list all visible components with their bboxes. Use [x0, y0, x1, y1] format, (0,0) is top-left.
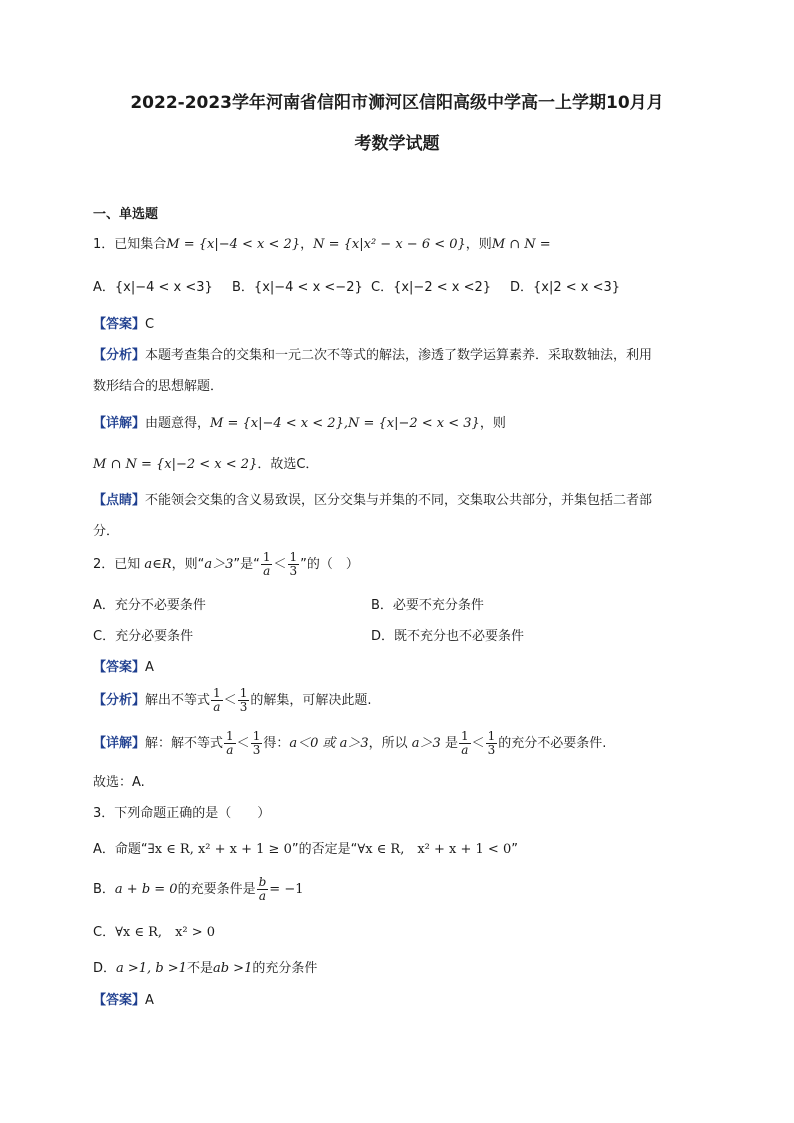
q3-a-prefix: A．命题“ — [93, 842, 148, 857]
doc-title-line1: 2022-2023学年河南省信阳市浉河区信阳高级中学高一上学期10月月 — [130, 93, 664, 113]
q2-analysis-frac-13 — [238, 687, 250, 714]
q2-frac-lt: ＜ — [273, 557, 287, 572]
q1-comma: ， — [300, 237, 314, 252]
q2-answer-value: A — [145, 660, 154, 675]
q2-detail — [93, 730, 606, 757]
q2-frac-1a-num: 1 — [262, 550, 271, 564]
q3-option-a — [93, 838, 518, 857]
q1-detail-line1 — [93, 412, 506, 431]
q1-detail-result: M ∩ N = {x|−2 < x < 2} — [93, 457, 258, 472]
q3-option-d — [93, 957, 317, 976]
q3-d-mid: 不是 — [186, 961, 213, 976]
q2-stem — [93, 551, 359, 578]
q3-b-mid: 的充要条件是 — [177, 882, 256, 897]
q2-detail-f: 是 — [440, 736, 458, 751]
q2-conclude: 故选：A. — [93, 775, 145, 790]
q1-detail-then: ，则 — [479, 416, 506, 431]
q1-set-n: N = {x|x² − x − 6 < 0} — [313, 237, 466, 252]
q2-stem-a: 2．已知 — [93, 557, 145, 572]
q1-analysis-line2: 数形结合的思想解题． — [93, 379, 224, 394]
q3-b-frac — [257, 876, 269, 903]
q2-detail-d: ，所以 — [368, 736, 412, 751]
q1-analysis-tag: 【分析】 — [93, 348, 146, 363]
q2-detail-frac-1a-b — [459, 730, 471, 757]
q2-stem-d: a＞3 — [204, 557, 234, 572]
q3-b-expr: a + b = 0 — [114, 882, 178, 897]
q2-detail-a: 解：解不等式 — [145, 736, 224, 751]
q3-b-frac-den: a — [258, 889, 267, 903]
q1-detail-sets: M = {x|−4 < x < 2},N = {x|−2 < x < 3} — [210, 416, 480, 431]
q1-analysis-text1: 本题考查集合的交集和一元二次不等式的解法，渗透了数学运算素养．采取数轴法，利用 — [145, 348, 653, 363]
q3-option-b — [93, 876, 304, 903]
q3-stem: 3．下列命题正确的是（ ） — [93, 806, 271, 821]
q3-a-expr2: ∀x ∈ R, x² + x + 1 < 0 — [357, 842, 512, 857]
q2-analysis-frac-13-num: 1 — [239, 686, 248, 700]
q2-detail-frac-13-num: 1 — [252, 729, 261, 743]
q3-d-expr2: ab >1 — [212, 961, 253, 976]
q3-option-c — [93, 921, 215, 940]
q3-answer-value: A — [145, 993, 154, 1008]
q2-answer-tag: 【答案】 — [93, 660, 146, 675]
q1-answer-value: C — [145, 317, 155, 332]
q1-detail-choice: ．故选C． — [257, 457, 319, 472]
q2-detail-frac-13-den: 3 — [252, 743, 261, 757]
q2-analysis-frac-1a-den: a — [213, 700, 221, 714]
q1-ask-expr: M ∩ N = — [491, 237, 551, 252]
section-heading: 一、单选题 — [93, 207, 159, 222]
q1-answer — [93, 313, 154, 332]
q2-frac-13-den: 3 — [289, 564, 298, 578]
q3-d-expr1: a >1, b >1 — [116, 961, 187, 976]
q2-analysis-lt: ＜ — [223, 693, 237, 708]
q2-detail-tag: 【详解】 — [93, 736, 146, 751]
q2-frac-13-num: 1 — [289, 550, 298, 564]
q1-analysis-line1 — [93, 344, 652, 363]
q2-stem-c: ，则“ — [171, 557, 205, 572]
q2-stem-f: ”的（ ） — [300, 557, 359, 572]
q2-option-d: D．既不充分也不必要条件 — [371, 629, 525, 644]
q1-set-m: M = {x|−4 < x < 2} — [166, 237, 301, 252]
q2-detail-frac-13-b — [486, 730, 498, 757]
q2-detail-frac-1a-den: a — [226, 743, 234, 757]
q2-option-b: B．必要不充分条件 — [371, 598, 484, 613]
q3-b-prefix: B． — [93, 882, 115, 897]
q1-answer-tag: 【答案】 — [93, 317, 146, 332]
q2-analysis-frac-1a-num: 1 — [213, 686, 221, 700]
q3-b-frac-num: b — [258, 875, 267, 889]
q2-detail-frac-13 — [251, 730, 263, 757]
q2-detail-lt-b: ＜ — [471, 736, 485, 751]
q2-analysis-b: 的解集，可解决此题. — [250, 693, 372, 708]
q1-detail-tag: 【详解】 — [93, 416, 146, 431]
q1-detail-text1: 由题意得， — [145, 416, 211, 431]
q2-option-c: C．充分必要条件 — [93, 629, 194, 644]
q3-a-mid: ”的否定是“ — [291, 842, 358, 857]
q1-tip-text1: 不能领会交集的含义易致误，区分交集与并集的不同，交集取公共部分，并集包括二者部 — [145, 493, 653, 508]
q2-analysis-tag: 【分析】 — [93, 693, 146, 708]
q2-option-a: A．充分不必要条件 — [93, 598, 206, 613]
q2-detail-frac-1a — [224, 730, 236, 757]
q2-stem-e: ”是“ — [233, 557, 260, 572]
q2-stem-b: a∈R — [144, 557, 172, 572]
q2-detail-c: a＜0 或 a＞3 — [289, 736, 369, 751]
q2-analysis — [93, 687, 371, 714]
q2-answer — [93, 656, 154, 675]
q1-option-d: D．{x|2 < x <3} — [510, 280, 621, 295]
q3-answer — [93, 989, 154, 1008]
q1-option-c: C．{x|−2 < x <2} — [371, 280, 492, 295]
q2-detail-b: 得： — [263, 736, 290, 751]
q3-c-prefix: C． — [93, 925, 116, 940]
q1-detail-line2 — [93, 453, 318, 472]
q2-detail-frac-1a-b-den: a — [461, 743, 469, 757]
q3-b-end: = −1 — [269, 882, 304, 897]
q1-option-a: A．{x|−4 < x <3} — [93, 280, 213, 295]
q3-a-expr1: ∃x ∈ R, x² + x + 1 ≥ 0 — [147, 842, 292, 857]
q1-tip-tag: 【点睛】 — [93, 493, 146, 508]
q1-stem — [93, 233, 551, 252]
q1-prefix: 1．已知集合 — [93, 237, 167, 252]
q2-detail-e: a＞3 — [411, 736, 441, 751]
q1-tip-line1 — [93, 489, 652, 508]
q3-a-end: ” — [511, 842, 518, 857]
q2-detail-g: 的充分不必要条件. — [498, 736, 607, 751]
q2-analysis-frac-13-den: 3 — [239, 700, 248, 714]
q2-detail-frac-13-b-den: 3 — [487, 743, 496, 757]
q1-ask-prefix: ，则 — [465, 237, 492, 252]
doc-title-line2: 考数学试题 — [354, 134, 440, 154]
q2-frac-13 — [288, 551, 300, 578]
q2-detail-frac-1a-num: 1 — [226, 729, 234, 743]
q2-analysis-frac-1a — [211, 687, 223, 714]
q3-d-end: 的充分条件 — [252, 961, 318, 976]
q2-frac-1a — [261, 551, 273, 578]
q3-answer-tag: 【答案】 — [93, 993, 146, 1008]
q3-d-prefix: D． — [93, 961, 117, 976]
q1-option-b: B．{x|−4 < x <−2} — [232, 280, 363, 295]
q1-tip-line2: 分． — [93, 524, 120, 539]
q3-c-expr: ∀x ∈ R, x² > 0 — [115, 925, 216, 940]
q2-analysis-a: 解出不等式 — [145, 693, 211, 708]
q2-frac-1a-den: a — [263, 564, 271, 578]
q2-detail-frac-1a-b-num: 1 — [460, 729, 469, 743]
q2-detail-lt: ＜ — [236, 736, 250, 751]
q2-detail-frac-13-b-num: 1 — [487, 729, 496, 743]
